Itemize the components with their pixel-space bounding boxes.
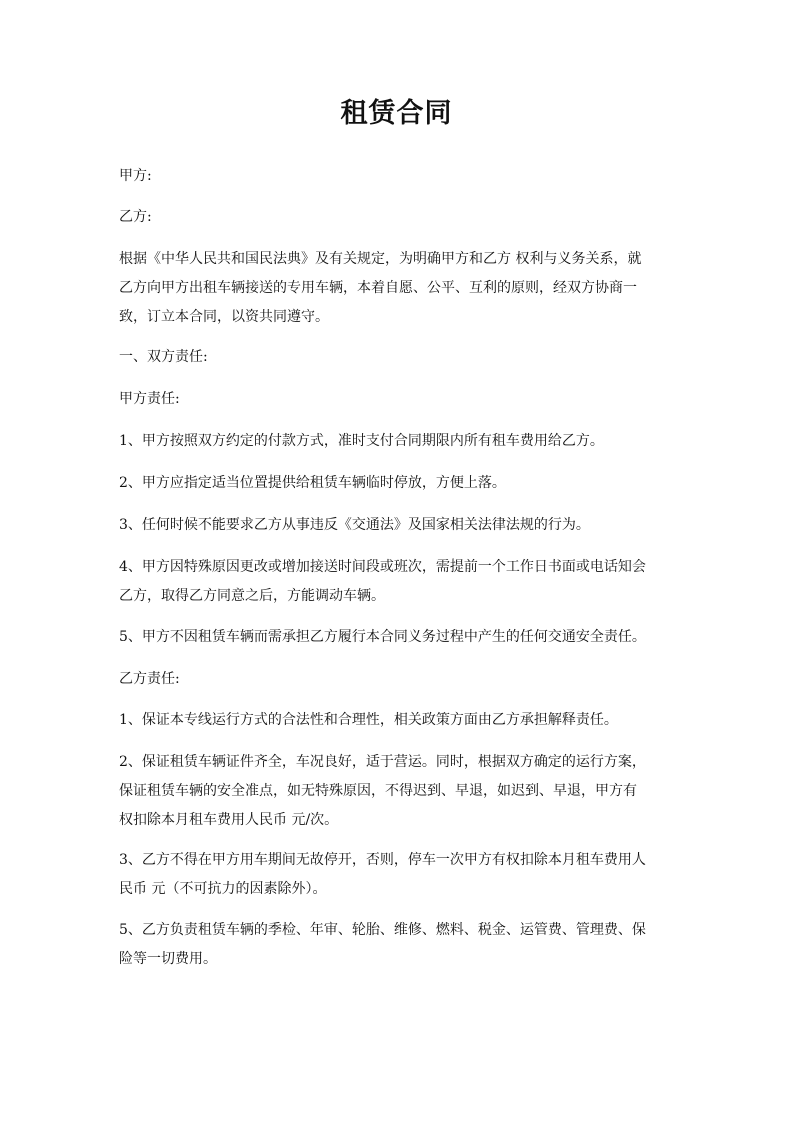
- preamble-paragraph: [119, 245, 679, 332]
- party-a-clause-4: [119, 553, 679, 611]
- party-a-clause-1: [119, 427, 679, 456]
- text-line: 根据《中华人民共和国民法典》及有关规定，为明确甲方和乙方 权利与义务关系，就: [119, 251, 642, 267]
- text-line: 保证租赁车辆的安全准点，如无特殊原因，不得迟到、早退，如迟到、早退，甲方有: [119, 783, 637, 799]
- document-title: 租赁合同: [340, 98, 453, 129]
- party-a-label: [119, 162, 679, 191]
- party-a-clause-3: [119, 511, 679, 540]
- text-line: 民币 元（不可抗力的因素除外）。: [119, 881, 327, 897]
- text-line: 4、甲方因特殊原因更改或增加接送时间段或班次，需提前一个工作日书面或电话知会: [119, 559, 646, 575]
- text-line: 甲方:: [119, 168, 152, 184]
- text-line: 险等一切费用。: [119, 951, 217, 967]
- party-b-clause-3: [119, 846, 679, 904]
- text-line: 1、保证本专线运行方式的合法性和合理性，相关政策方面由乙方承担解释责任。: [119, 712, 618, 728]
- party-a-duties-heading: [119, 385, 679, 414]
- text-line: 5、乙方负责租赁车辆的季检、年审、轮胎、维修、燃料、税金、运管费、管理费、保: [119, 922, 646, 938]
- text-line: 2、甲方应指定适当位置提供给租赁车辆临时停放，方便上落。: [119, 475, 506, 491]
- text-line: 乙方，取得乙方同意之后，方能调动车辆。: [119, 588, 385, 604]
- text-line: 5、甲方不因租赁车辆而需承担乙方履行本合同义务过程中产生的任何交通安全责任。: [119, 629, 646, 645]
- party-b-clause-5: [119, 916, 679, 974]
- party-b-clause-1: [119, 706, 679, 735]
- party-a-clause-2: [119, 469, 679, 498]
- text-line: 3、任何时候不能要求乙方从事违反《交通法》及国家相关法律法规的行为。: [119, 517, 590, 533]
- text-line: 3、乙方不得在甲方用车期间无故停开，否则，停车一次甲方有权扣除本月租车费用人: [119, 852, 646, 868]
- text-line: 1、甲方按照双方约定的付款方式，准时支付合同期限内所有租车费用给乙方。: [119, 433, 604, 449]
- text-line: 乙方向甲方出租车辆接送的专用车辆，本着自愿、公平、互利的原则，经双方协商一: [119, 280, 637, 296]
- party-b-clause-2: [119, 748, 679, 835]
- text-line: 甲方责任:: [119, 391, 180, 407]
- party-b-label: [119, 203, 679, 232]
- text-line: 一、双方责任:: [119, 349, 208, 365]
- text-line: 致，订立本合同，以资共同遵守。: [119, 309, 329, 325]
- party-a-clause-5: [119, 623, 679, 652]
- text-line: 2、保证租赁车辆证件齐全，车况良好，适于营运。同时，根据双方确定的运行方案，: [119, 754, 646, 770]
- text-line: 乙方:: [119, 209, 152, 225]
- section-heading: [119, 343, 679, 372]
- party-b-duties-heading: [119, 665, 679, 694]
- text-line: 乙方责任:: [119, 671, 180, 687]
- text-line: 权扣除本月租车费用人民币 元/次。: [119, 812, 339, 828]
